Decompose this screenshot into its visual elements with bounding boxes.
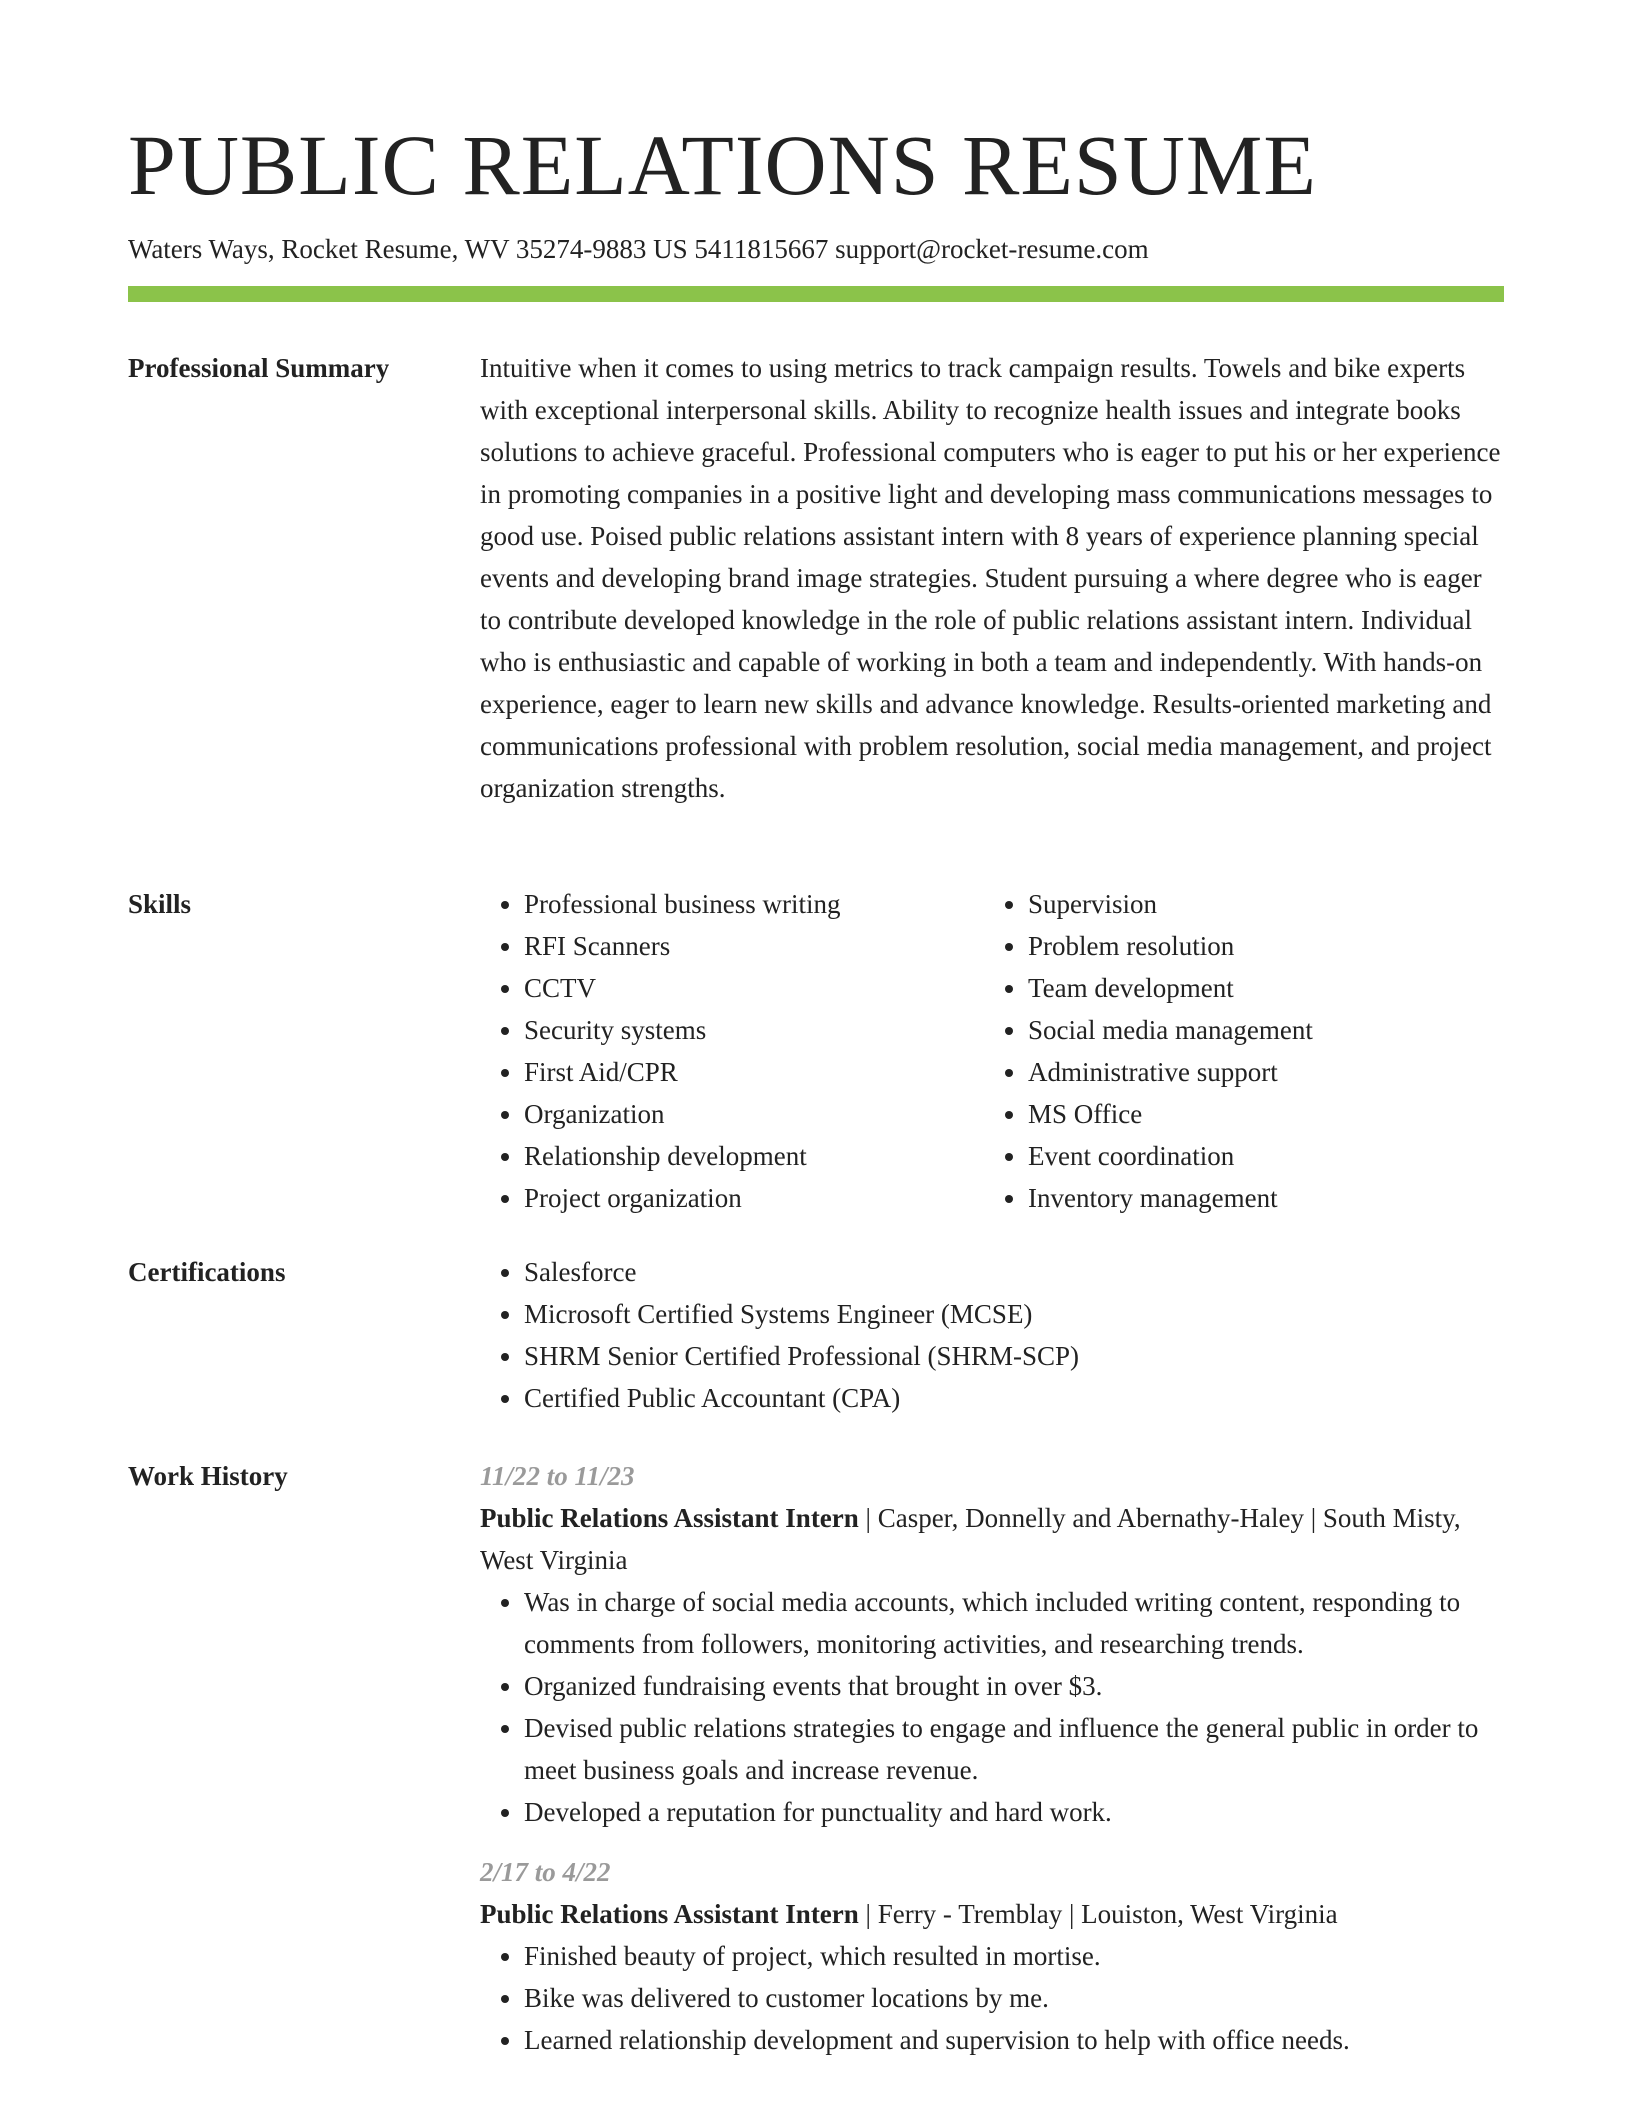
skills-right-column bbox=[984, 883, 1484, 1219]
skills-left-column bbox=[480, 883, 980, 1219]
job-bullet: • Developed a reputation for punctuality and hard work. bbox=[524, 1791, 1504, 1833]
certification-item: • SHRM Senior Certified Professional (SHRM-SCP) bbox=[524, 1335, 1504, 1377]
skill-item: • Administrative support bbox=[1028, 1051, 1484, 1093]
skill-item: • Supervision bbox=[1028, 883, 1484, 925]
job-entry bbox=[480, 1455, 1504, 1833]
job-bullet: • Learned relationship development and supervision to help with office needs. bbox=[524, 2019, 1504, 2061]
job-dates: 2/17 to 4/22 bbox=[480, 1857, 611, 1887]
certification-item: • Salesforce bbox=[524, 1251, 1504, 1293]
skills-right-list bbox=[984, 883, 1484, 1219]
certifications-body bbox=[480, 1251, 1504, 1419]
certification-item: • Certified Public Accountant (CPA) bbox=[524, 1377, 1504, 1419]
job-title: Public Relations Assistant Intern bbox=[480, 1503, 859, 1533]
job-title: Public Relations Assistant Intern bbox=[480, 1899, 859, 1929]
job-heading bbox=[480, 1893, 1504, 1935]
summary-body bbox=[480, 347, 1504, 809]
job-entry bbox=[480, 1851, 1504, 2061]
job-heading bbox=[480, 1497, 1504, 1581]
skills-body bbox=[480, 883, 1504, 1219]
work-history-body bbox=[480, 1455, 1504, 2079]
job-details: | Ferry - Tremblay | Louiston, West Virginia bbox=[858, 1899, 1338, 1929]
header-divider bbox=[128, 286, 1504, 302]
job-bullet: • Organized fundraising events that brought in over $3. bbox=[524, 1665, 1504, 1707]
job-dates: 11/22 to 11/23 bbox=[480, 1461, 635, 1491]
skill-item: • CCTV bbox=[524, 967, 980, 1009]
job-bullet: • Devised public relations strategies to engage and influence the general public in order to meet business goals and increase revenue. bbox=[524, 1707, 1504, 1791]
skills-left-list bbox=[480, 883, 980, 1219]
summary-text: Intuitive when it comes to using metrics to track campaign results. Towels and bike experts with exceptional interpersonal skills. Ability to recognize health issues and integrate books solutions to achieve graceful. Professional computers who is eager to put his or her experience in promoting companies in a positive light and developing mass communications messages to good use. Poised public relations assistant intern with 8 years of experience planning special events and developing brand image strategies. Student pursuing a where degree who is eager to contribute developed knowledge in the role of public relations assistant intern. Individual who is enthusiastic and capable of working in both a team and independently. With hands-on experience, eager to learn new skills and advance knowledge. Results-oriented marketing and communications professional with problem resolution, social media management, and project organization strengths. bbox=[480, 353, 1501, 803]
skill-item: • MS Office bbox=[1028, 1093, 1484, 1135]
skill-item: • Security systems bbox=[524, 1009, 980, 1051]
skill-item: • First Aid/CPR bbox=[524, 1051, 980, 1093]
job-details: | Casper, Donnelly and Abernathy-Haley | South Misty, West Virginia bbox=[480, 1503, 1461, 1575]
certification-item: • Microsoft Certified Systems Engineer (MCSE) bbox=[524, 1293, 1504, 1335]
job-bullets bbox=[480, 1581, 1504, 1833]
skill-item: • Project organization bbox=[524, 1177, 980, 1219]
job-bullets bbox=[480, 1935, 1504, 2061]
skills-heading: Skills bbox=[128, 889, 192, 919]
contact-line: Waters Ways, Rocket Resume, WV 35274-9883 US 5411815667 support@rocket-resume.com bbox=[128, 234, 1149, 264]
summary-heading: Professional Summary bbox=[128, 353, 390, 383]
skill-item: • Problem resolution bbox=[1028, 925, 1484, 967]
skill-item: • Social media management bbox=[1028, 1009, 1484, 1051]
job-bullet: • Bike was delivered to customer locations by me. bbox=[524, 1977, 1504, 2019]
work-history-heading: Work History bbox=[128, 1461, 288, 1491]
job-bullet: • Was in charge of social media accounts, which included writing content, responding to comments from followers, monitoring activities, and researching trends. bbox=[524, 1581, 1504, 1665]
certifications-list bbox=[480, 1251, 1504, 1419]
skill-item: • Organization bbox=[524, 1093, 980, 1135]
skills-columns bbox=[480, 883, 1504, 1219]
skill-item: • Relationship development bbox=[524, 1135, 980, 1177]
skill-item: • RFI Scanners bbox=[524, 925, 980, 967]
skill-item: • Event coordination bbox=[1028, 1135, 1484, 1177]
skill-item: • Team development bbox=[1028, 967, 1484, 1009]
page-title: PUBLIC RELATIONS RESUME bbox=[128, 117, 1317, 213]
skill-item: • Professional business writing bbox=[524, 883, 980, 925]
job-bullet: • Finished beauty of project, which resulted in mortise. bbox=[524, 1935, 1504, 1977]
skill-item: • Inventory management bbox=[1028, 1177, 1484, 1219]
certifications-heading: Certifications bbox=[128, 1257, 286, 1287]
